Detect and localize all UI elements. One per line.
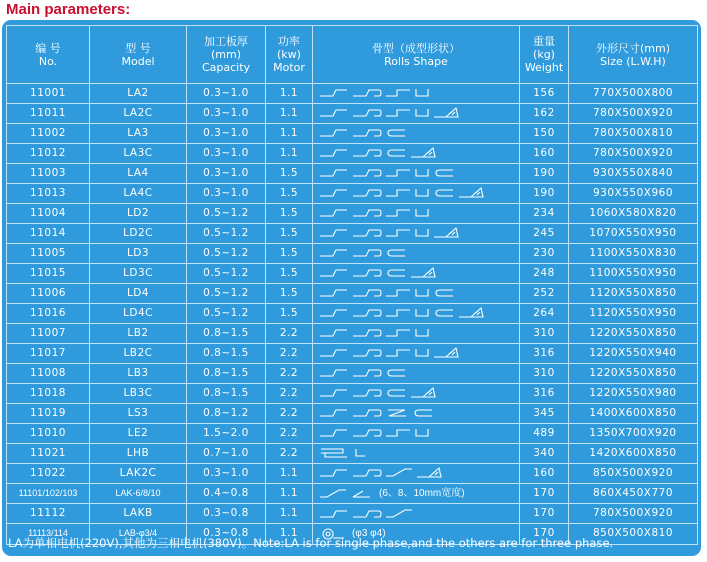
cell-model: LAK-6/8/10	[90, 484, 187, 504]
cell-no: 11022	[7, 464, 90, 484]
roll-profile-icon	[352, 346, 382, 360]
cell-capacity: 0.8~1.5	[187, 364, 266, 384]
cell-size: 780X500X810	[569, 124, 698, 144]
roll-profile-icon	[433, 306, 455, 320]
cell-no: 11018	[7, 384, 90, 404]
footnote: LA为单相电机(220V),其他为三相电机(380V)。Note:LA is for single phase,and the others are for three phase.	[8, 536, 614, 550]
roll-profile-icon	[385, 186, 411, 200]
roll-profile-icon	[385, 346, 411, 360]
cell-no: 11010	[7, 424, 90, 444]
cell-weight: 170	[520, 504, 569, 524]
cell-motor: 1.1	[266, 124, 313, 144]
cell-model: LA3	[90, 124, 187, 144]
cell-size: 860X450X770	[569, 484, 698, 504]
cell-size: 1120X550X850	[569, 284, 698, 304]
roll-profile-icon	[352, 406, 382, 420]
spec-table	[6, 25, 698, 545]
cell-size: 1350X700X920	[569, 424, 698, 444]
roll-profile-icon	[433, 286, 455, 300]
cell-rolls-shape	[313, 164, 520, 184]
cell-capacity: 0.3~1.0	[187, 104, 266, 124]
header-model: 型 号 Model	[90, 26, 187, 84]
cell-size: 780X500X920	[569, 144, 698, 164]
rolls-shape-note: (φ3 φ4)	[352, 528, 386, 540]
roll-profile-icon	[352, 106, 382, 120]
cell-motor: 2.2	[266, 384, 313, 404]
cell-rolls-shape	[313, 344, 520, 364]
cell-weight: 150	[520, 124, 569, 144]
table-row	[7, 364, 698, 384]
cell-rolls-shape	[313, 284, 520, 304]
cell-model: LA2C	[90, 104, 187, 124]
cell-motor: 1.5	[266, 184, 313, 204]
table-row	[7, 164, 698, 184]
cell-weight: 230	[520, 244, 569, 264]
cell-motor: 1.5	[266, 264, 313, 284]
cell-no: 11101/102/103	[7, 484, 90, 504]
roll-profile-icon	[385, 246, 407, 260]
cell-rolls-shape	[313, 204, 520, 224]
cell-capacity: 0.8~1.2	[187, 404, 266, 424]
cell-capacity: 0.8~1.5	[187, 384, 266, 404]
cell-weight: 316	[520, 384, 569, 404]
roll-profile-icon	[352, 126, 382, 140]
cell-size: 1220X550X850	[569, 364, 698, 384]
table-row	[7, 144, 698, 164]
cell-rolls-shape	[313, 144, 520, 164]
roll-profile-icon	[352, 426, 382, 440]
cell-rolls-shape	[313, 104, 520, 124]
roll-profile-icon	[319, 106, 349, 120]
roll-profile-icon	[414, 166, 430, 180]
cell-weight: 190	[520, 164, 569, 184]
roll-profile-icon	[414, 86, 430, 100]
cell-motor: 1.1	[266, 104, 313, 124]
cell-weight: 170	[520, 524, 569, 544]
cell-no: 11003	[7, 164, 90, 184]
roll-profile-icon	[352, 386, 382, 400]
roll-profile-icon	[385, 266, 407, 280]
cell-no: 11019	[7, 404, 90, 424]
cell-motor: 1.1	[266, 504, 313, 524]
roll-profile-icon	[319, 246, 349, 260]
roll-profile-icon	[410, 266, 436, 280]
cell-size: 1120X550X950	[569, 304, 698, 324]
cell-size: 1100X550X950	[569, 264, 698, 284]
roll-profile-icon	[458, 306, 484, 320]
table-row	[7, 104, 698, 124]
table-row	[7, 304, 698, 324]
roll-profile-icon	[412, 406, 434, 420]
cell-motor: 2.2	[266, 344, 313, 364]
roll-profile-icon	[414, 106, 430, 120]
roll-profile-icon	[319, 386, 349, 400]
cell-size: 1070X550X950	[569, 224, 698, 244]
roll-profile-icon	[414, 206, 430, 220]
cell-capacity: 0.3~0.8	[187, 524, 266, 544]
table-row	[7, 224, 698, 244]
roll-profile-icon	[385, 226, 411, 240]
roll-profile-icon	[319, 146, 349, 160]
cell-rolls-shape	[313, 404, 520, 424]
roll-profile-icon	[385, 106, 411, 120]
cell-no: 11016	[7, 304, 90, 324]
cell-motor: 2.2	[266, 364, 313, 384]
roll-profile-icon	[385, 166, 411, 180]
roll-profile-icon	[414, 326, 430, 340]
table-row	[7, 264, 698, 284]
roll-profile-icon	[319, 226, 349, 240]
cell-model: LD4C	[90, 304, 187, 324]
cell-model: LAB-φ3/4	[90, 524, 187, 544]
cell-capacity: 0.5~1.2	[187, 204, 266, 224]
roll-profile-icon	[352, 507, 382, 521]
roll-profile-icon	[319, 206, 349, 220]
roll-profile-icon	[385, 206, 411, 220]
cell-weight: 160	[520, 144, 569, 164]
cell-no: 11015	[7, 264, 90, 284]
cell-size: 930X550X840	[569, 164, 698, 184]
roll-profile-icon	[385, 286, 411, 300]
roll-profile-icon	[319, 126, 349, 140]
roll-profile-icon	[319, 186, 349, 200]
cell-size: 1220X550X980	[569, 384, 698, 404]
cell-weight: 245	[520, 224, 569, 244]
table-row	[7, 324, 698, 344]
roll-profile-icon	[352, 266, 382, 280]
roll-profile-icon	[319, 507, 349, 521]
table-body	[7, 84, 698, 545]
cell-size: 780X500X920	[569, 104, 698, 124]
table-row	[7, 284, 698, 304]
cell-no: 11006	[7, 284, 90, 304]
cell-capacity: 0.5~1.2	[187, 244, 266, 264]
cell-no: 11008	[7, 364, 90, 384]
roll-profile-icon	[352, 146, 382, 160]
roll-profile-icon	[319, 426, 349, 440]
cell-weight: 264	[520, 304, 569, 324]
cell-capacity: 0.3~1.0	[187, 184, 266, 204]
cell-model: LA2	[90, 84, 187, 104]
roll-profile-icon	[414, 286, 430, 300]
cell-size: 770X500X800	[569, 84, 698, 104]
cell-no: 11017	[7, 344, 90, 364]
roll-profile-icon	[385, 366, 407, 380]
cell-capacity: 0.3~1.0	[187, 164, 266, 184]
header-no: 编 号 No.	[7, 26, 90, 84]
cell-capacity: 0.7~1.0	[187, 444, 266, 464]
cell-weight: 160	[520, 464, 569, 484]
cell-no: 11011	[7, 104, 90, 124]
roll-profile-icon	[385, 326, 411, 340]
roll-profile-icon	[433, 186, 455, 200]
cell-capacity: 0.3~1.0	[187, 124, 266, 144]
cell-model: LB3	[90, 364, 187, 384]
roll-profile-icon	[319, 166, 349, 180]
cell-weight: 234	[520, 204, 569, 224]
header-weight: 重量 (kg) Weight	[520, 26, 569, 84]
roll-profile-icon	[352, 326, 382, 340]
cell-motor: 1.5	[266, 164, 313, 184]
cell-motor: 1.1	[266, 464, 313, 484]
roll-profile-icon	[414, 186, 430, 200]
header-motor: 功率 (kw) Motor	[266, 26, 313, 84]
roll-profile-icon	[319, 326, 349, 340]
cell-weight: 310	[520, 324, 569, 344]
cell-motor: 1.5	[266, 304, 313, 324]
cell-weight: 252	[520, 284, 569, 304]
roll-profile-icon	[385, 86, 411, 100]
cell-capacity: 0.5~1.2	[187, 284, 266, 304]
cell-rolls-shape	[313, 504, 520, 524]
cell-capacity: 0.3~0.8	[187, 504, 266, 524]
roll-profile-icon	[433, 346, 459, 360]
roll-profile-icon	[319, 466, 349, 480]
roll-profile-icon	[458, 186, 484, 200]
cell-motor: 1.5	[266, 224, 313, 244]
header-size: 外形尺寸(mm) Size (L.W.H)	[569, 26, 698, 84]
roll-profile-icon	[352, 446, 368, 460]
roll-profile-icon	[350, 487, 372, 501]
roll-profile-icon	[319, 306, 349, 320]
cell-model: LA3C	[90, 144, 187, 164]
cell-model: LB2C	[90, 344, 187, 364]
roll-profile-icon	[319, 446, 349, 460]
cell-rolls-shape	[313, 324, 520, 344]
cell-no: 11112	[7, 504, 90, 524]
cell-model: LAKB	[90, 504, 187, 524]
roll-profile-icon	[352, 246, 382, 260]
roll-profile-icon	[385, 146, 407, 160]
cell-rolls-shape	[313, 484, 520, 504]
cell-model: LD3	[90, 244, 187, 264]
cell-no: 11004	[7, 204, 90, 224]
cell-rolls-shape	[313, 304, 520, 324]
table-row	[7, 484, 698, 504]
cell-model: LD3C	[90, 264, 187, 284]
cell-size: 780X500X920	[569, 504, 698, 524]
table-row	[7, 244, 698, 264]
cell-size: 850X500X810	[569, 524, 698, 544]
table-row	[7, 384, 698, 404]
roll-profile-icon	[385, 406, 409, 420]
roll-profile-icon	[414, 226, 430, 240]
cell-size: 930X550X960	[569, 184, 698, 204]
roll-profile-icon	[414, 346, 430, 360]
cell-no: 11001	[7, 84, 90, 104]
cell-rolls-shape	[313, 84, 520, 104]
roll-profile-icon	[385, 126, 407, 140]
cell-no: 11012	[7, 144, 90, 164]
roll-profile-icon	[385, 386, 407, 400]
cell-motor: 1.1	[266, 84, 313, 104]
cell-model: LB3C	[90, 384, 187, 404]
roll-profile-icon	[352, 166, 382, 180]
table-row	[7, 184, 698, 204]
table-row	[7, 84, 698, 104]
cell-rolls-shape	[313, 184, 520, 204]
roll-profile-icon	[352, 466, 382, 480]
cell-rolls-shape	[313, 364, 520, 384]
cell-weight: 316	[520, 344, 569, 364]
cell-rolls-shape	[313, 444, 520, 464]
roll-profile-icon	[385, 466, 413, 480]
cell-no: 11005	[7, 244, 90, 264]
roll-profile-icon	[319, 86, 349, 100]
cell-model: LS3	[90, 404, 187, 424]
roll-profile-icon	[319, 406, 349, 420]
cell-motor: 1.1	[266, 144, 313, 164]
cell-no: 11002	[7, 124, 90, 144]
cell-size: 1420X600X850	[569, 444, 698, 464]
roll-profile-icon	[385, 507, 413, 521]
roll-profile-icon	[319, 346, 349, 360]
cell-size: 1220X550X850	[569, 324, 698, 344]
cell-no: 11021	[7, 444, 90, 464]
cell-model: LAK2C	[90, 464, 187, 484]
cell-motor: 1.1	[266, 524, 313, 544]
roll-profile-icon	[410, 146, 436, 160]
table-row	[7, 424, 698, 444]
cell-capacity: 0.8~1.5	[187, 344, 266, 364]
cell-model: LB2	[90, 324, 187, 344]
cell-no: 11013	[7, 184, 90, 204]
header-rolls-shape: 骨型（成型形状） Rolls Shape	[313, 26, 520, 84]
roll-profile-icon	[414, 306, 430, 320]
cell-rolls-shape	[313, 424, 520, 444]
cell-rolls-shape	[313, 384, 520, 404]
cell-capacity: 0.5~1.2	[187, 264, 266, 284]
cell-weight: 170	[520, 484, 569, 504]
table-row	[7, 124, 698, 144]
cell-no: 11014	[7, 224, 90, 244]
roll-profile-icon	[416, 466, 442, 480]
roll-profile-icon	[352, 226, 382, 240]
roll-profile-icon	[352, 86, 382, 100]
header-capacity: 加工板厚 (mm) Capacity	[187, 26, 266, 84]
table-row	[7, 404, 698, 424]
cell-model: LA4	[90, 164, 187, 184]
roll-profile-icon	[433, 106, 459, 120]
cell-motor: 1.5	[266, 244, 313, 264]
cell-size: 850X500X920	[569, 464, 698, 484]
roll-profile-icon	[319, 366, 349, 380]
cell-capacity: 0.4~0.8	[187, 484, 266, 504]
table-row	[7, 204, 698, 224]
table-row	[7, 444, 698, 464]
cell-size: 1400X600X850	[569, 404, 698, 424]
cell-capacity: 0.3~1.0	[187, 464, 266, 484]
roll-profile-icon	[433, 226, 459, 240]
cell-rolls-shape	[313, 124, 520, 144]
cell-capacity: 0.8~1.5	[187, 324, 266, 344]
cell-no: 11113/114	[7, 524, 90, 544]
cell-motor: 2.2	[266, 404, 313, 424]
cell-model: LD2C	[90, 224, 187, 244]
cell-weight: 162	[520, 104, 569, 124]
cell-weight: 489	[520, 424, 569, 444]
cell-size: 1060X580X820	[569, 204, 698, 224]
roll-profile-icon	[352, 366, 382, 380]
table-header-row	[7, 26, 698, 84]
cell-capacity: 0.3~1.0	[187, 144, 266, 164]
cell-motor: 2.2	[266, 324, 313, 344]
cell-motor: 2.2	[266, 424, 313, 444]
cell-model: LHB	[90, 444, 187, 464]
rolls-shape-note: (6、8、10mm宽度)	[379, 488, 465, 499]
cell-capacity: 0.3~1.0	[187, 84, 266, 104]
cell-motor: 1.1	[266, 484, 313, 504]
roll-profile-icon	[410, 386, 436, 400]
table-row	[7, 464, 698, 484]
roll-profile-icon	[414, 426, 430, 440]
cell-model: LD2	[90, 204, 187, 224]
cell-motor: 1.5	[266, 284, 313, 304]
cell-no: 11007	[7, 324, 90, 344]
cell-weight: 340	[520, 444, 569, 464]
cell-capacity: 0.5~1.2	[187, 224, 266, 244]
roll-profile-icon	[385, 306, 411, 320]
roll-profile-icon	[319, 487, 347, 501]
roll-profile-icon	[319, 286, 349, 300]
roll-profile-icon	[352, 286, 382, 300]
cell-weight: 190	[520, 184, 569, 204]
roll-profile-icon	[352, 206, 382, 220]
cell-weight: 345	[520, 404, 569, 424]
roll-profile-icon	[385, 426, 411, 440]
cell-rolls-shape	[313, 244, 520, 264]
cell-rolls-shape	[313, 464, 520, 484]
table-row	[7, 504, 698, 524]
cell-model: LD4	[90, 284, 187, 304]
table-row	[7, 344, 698, 364]
cell-model: LE2	[90, 424, 187, 444]
cell-capacity: 1.5~2.0	[187, 424, 266, 444]
cell-weight: 310	[520, 364, 569, 384]
page-title: Main parameters:	[6, 1, 131, 18]
roll-profile-icon	[352, 306, 382, 320]
roll-profile-icon	[433, 166, 455, 180]
cell-model: LA4C	[90, 184, 187, 204]
cell-weight: 156	[520, 84, 569, 104]
cell-size: 1100X550X830	[569, 244, 698, 264]
cell-motor: 2.2	[266, 444, 313, 464]
cell-rolls-shape	[313, 264, 520, 284]
cell-motor: 1.5	[266, 204, 313, 224]
roll-profile-icon	[352, 186, 382, 200]
cell-capacity: 0.5~1.2	[187, 304, 266, 324]
cell-weight: 248	[520, 264, 569, 284]
cell-rolls-shape	[313, 224, 520, 244]
cell-size: 1220X550X940	[569, 344, 698, 364]
roll-profile-icon	[319, 266, 349, 280]
